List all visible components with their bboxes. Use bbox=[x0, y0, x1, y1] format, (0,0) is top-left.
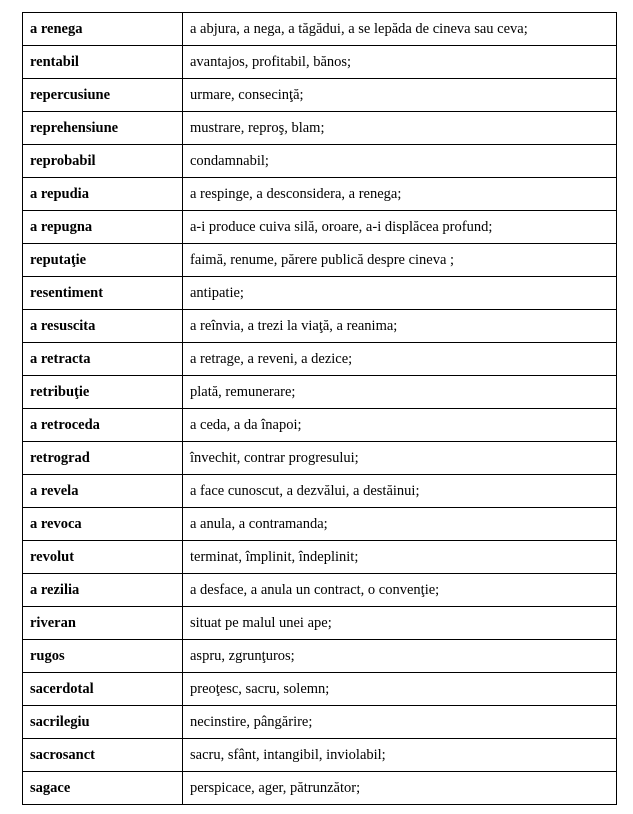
term-cell: reputaţie bbox=[23, 244, 183, 277]
table-row bbox=[23, 277, 617, 310]
table-row bbox=[23, 508, 617, 541]
term-cell: reprehensiune bbox=[23, 112, 183, 145]
definition-cell: avantajos, profitabil, bănos; bbox=[183, 46, 617, 79]
table-row bbox=[23, 310, 617, 343]
table-row bbox=[23, 706, 617, 739]
definition-cell: a-i produce cuiva silă, oroare, a-i displăcea profund; bbox=[183, 211, 617, 244]
table-row bbox=[23, 343, 617, 376]
definition-cell: antipatie; bbox=[183, 277, 617, 310]
definition-cell: a reînvia, a trezi la viaţă, a reanima; bbox=[183, 310, 617, 343]
term-cell: sacrilegiu bbox=[23, 706, 183, 739]
table-row bbox=[23, 574, 617, 607]
glossary-body bbox=[23, 13, 617, 805]
term-cell: sacrosanct bbox=[23, 739, 183, 772]
definition-cell: a face cunoscut, a dezvălui, a destăinui; bbox=[183, 475, 617, 508]
definition-cell: terminat, împlinit, îndeplinit; bbox=[183, 541, 617, 574]
table-row bbox=[23, 409, 617, 442]
term-cell: resentiment bbox=[23, 277, 183, 310]
term-cell: riveran bbox=[23, 607, 183, 640]
term-cell: a resuscita bbox=[23, 310, 183, 343]
definition-cell: a desface, a anula un contract, o convenţie; bbox=[183, 574, 617, 607]
term-cell: a revela bbox=[23, 475, 183, 508]
definition-cell: condamnabil; bbox=[183, 145, 617, 178]
term-cell: sacerdotal bbox=[23, 673, 183, 706]
term-cell: rentabil bbox=[23, 46, 183, 79]
term-cell: a renega bbox=[23, 13, 183, 46]
definition-cell: învechit, contrar progresului; bbox=[183, 442, 617, 475]
term-cell: revolut bbox=[23, 541, 183, 574]
definition-cell: a ceda, a da înapoi; bbox=[183, 409, 617, 442]
table-row bbox=[23, 211, 617, 244]
table-row bbox=[23, 244, 617, 277]
table-row bbox=[23, 607, 617, 640]
table-row bbox=[23, 79, 617, 112]
table-row bbox=[23, 112, 617, 145]
definition-cell: faimă, renume, părere publică despre cineva ; bbox=[183, 244, 617, 277]
term-cell: repercusiune bbox=[23, 79, 183, 112]
term-cell: sagace bbox=[23, 772, 183, 805]
term-cell: a rezilia bbox=[23, 574, 183, 607]
table-row bbox=[23, 739, 617, 772]
term-cell: a repudia bbox=[23, 178, 183, 211]
definition-cell: a respinge, a desconsidera, a renega; bbox=[183, 178, 617, 211]
table-row bbox=[23, 145, 617, 178]
table-row bbox=[23, 46, 617, 79]
table-row bbox=[23, 475, 617, 508]
term-cell: a retroceda bbox=[23, 409, 183, 442]
definition-cell: necinstire, pângărire; bbox=[183, 706, 617, 739]
definition-cell: sacru, sfânt, intangibil, inviolabil; bbox=[183, 739, 617, 772]
term-cell: retrograd bbox=[23, 442, 183, 475]
term-cell: a retracta bbox=[23, 343, 183, 376]
definition-cell: perspicace, ager, pătrunzător; bbox=[183, 772, 617, 805]
definition-cell: a abjura, a nega, a tăgădui, a se lepăda de cineva sau ceva; bbox=[183, 13, 617, 46]
definition-cell: preoţesc, sacru, solemn; bbox=[183, 673, 617, 706]
definition-cell: urmare, consecinţă; bbox=[183, 79, 617, 112]
definition-cell: a anula, a contramanda; bbox=[183, 508, 617, 541]
term-cell: rugos bbox=[23, 640, 183, 673]
table-row bbox=[23, 13, 617, 46]
term-cell: reprobabil bbox=[23, 145, 183, 178]
table-row bbox=[23, 442, 617, 475]
definition-cell: aspru, zgrunţuros; bbox=[183, 640, 617, 673]
definition-cell: situat pe malul unei ape; bbox=[183, 607, 617, 640]
term-cell: a revoca bbox=[23, 508, 183, 541]
term-cell: retribuţie bbox=[23, 376, 183, 409]
definition-cell: mustrare, reproş, blam; bbox=[183, 112, 617, 145]
table-row bbox=[23, 541, 617, 574]
definition-cell: plată, remunerare; bbox=[183, 376, 617, 409]
term-cell: a repugna bbox=[23, 211, 183, 244]
definition-cell: a retrage, a reveni, a dezice; bbox=[183, 343, 617, 376]
glossary-table bbox=[22, 12, 617, 805]
table-row bbox=[23, 640, 617, 673]
table-row bbox=[23, 376, 617, 409]
table-row bbox=[23, 673, 617, 706]
table-row bbox=[23, 178, 617, 211]
table-row bbox=[23, 772, 617, 805]
